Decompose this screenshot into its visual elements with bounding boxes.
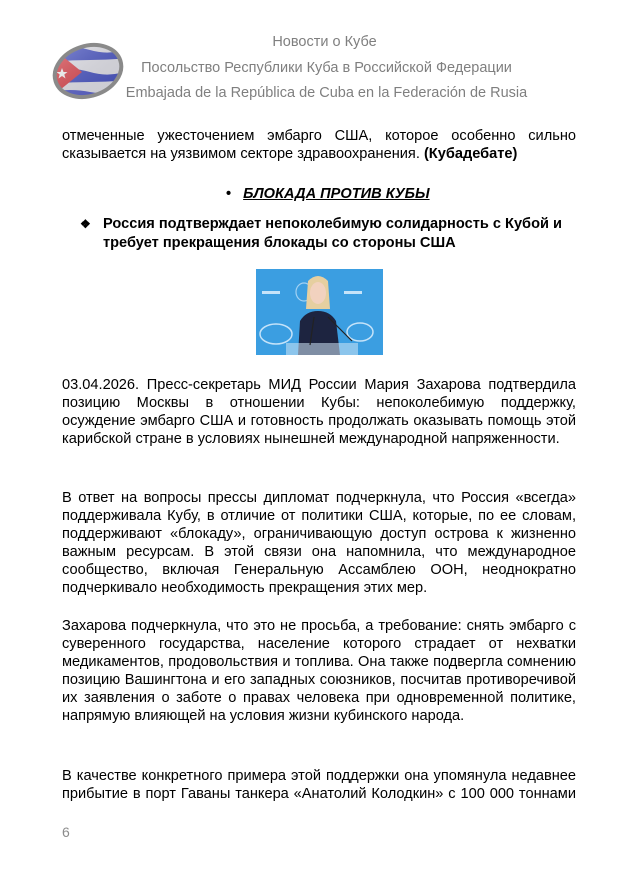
- continuation-paragraph: [62, 127, 576, 163]
- continuation-text: отмеченные ужесточением эмбарго США, которое особенно сильно сказывается на уязвимом секторе здравоохранения.: [62, 128, 576, 162]
- article-paragraph: 03.04.2026. Пресс-секретарь МИД России Мария Захарова подтвердила позицию Москвы в отношении Кубы: непоколебимую поддержку, осуждение эмбарго США и готовность продолжать оказывать помощь этой карибской стране в условиях нынешней международной напряженности.: [62, 377, 576, 447]
- newsletter-title: Новости о Кубе: [272, 34, 377, 50]
- section-title: БЛОКАДА ПРОТИВ КУБЫ: [243, 186, 430, 202]
- embassy-name-es: Embajada de la República de Cuba en la Federación de Rusia: [125, 85, 528, 101]
- article-headline: [80, 215, 580, 253]
- source-label: (Кубадебате): [423, 146, 518, 162]
- section-heading: [226, 186, 430, 202]
- page-number: 6: [62, 824, 70, 840]
- article-photo: [256, 269, 383, 355]
- diamond-bullet-icon: ❖: [80, 217, 91, 231]
- article-paragraph: Захарова подчеркнула, что это не просьба, а требование: снять эмбарго с суверенного государства, население которого страдает от нехватки медикаментов, продовольствия и топлива. Она также подвергла сомнению позицию Вашингтона и его западных союзников, посчитав противоречивой их заявления о заботе о правах человека при одновременной политике, напрямую влияющей на условия жизни кубинского народа.: [62, 618, 576, 724]
- embassy-name-ru: Посольство Республики Куба в Российской Федерации: [141, 60, 512, 76]
- bullet-icon: •: [226, 186, 232, 202]
- article-paragraph: В ответ на вопросы прессы дипломат подчеркнула, что Россия «всегда» поддерживала Кубу, в отличие от политики США, которые, по ее словам, поддерживают «блокаду», ограничивающую доступ острова к жизненно важным ресурсам. В этой связи она напомнила, что международное сообщество, включая Генеральную Ассамблею ООН, неоднократно подчеркивало необходимость прекращения этих мер.: [62, 490, 576, 596]
- article-headline-text: Россия подтверждает непоколебимую солидарность с Кубой и требует прекращения блокады со стороны США: [103, 216, 562, 251]
- article-paragraph: В качестве конкретного примера этой поддержки она упомянула недавнее прибытие в порт Гаваны танкера «Анатолий Колодкин» с 100 000 тоннами: [62, 768, 576, 802]
